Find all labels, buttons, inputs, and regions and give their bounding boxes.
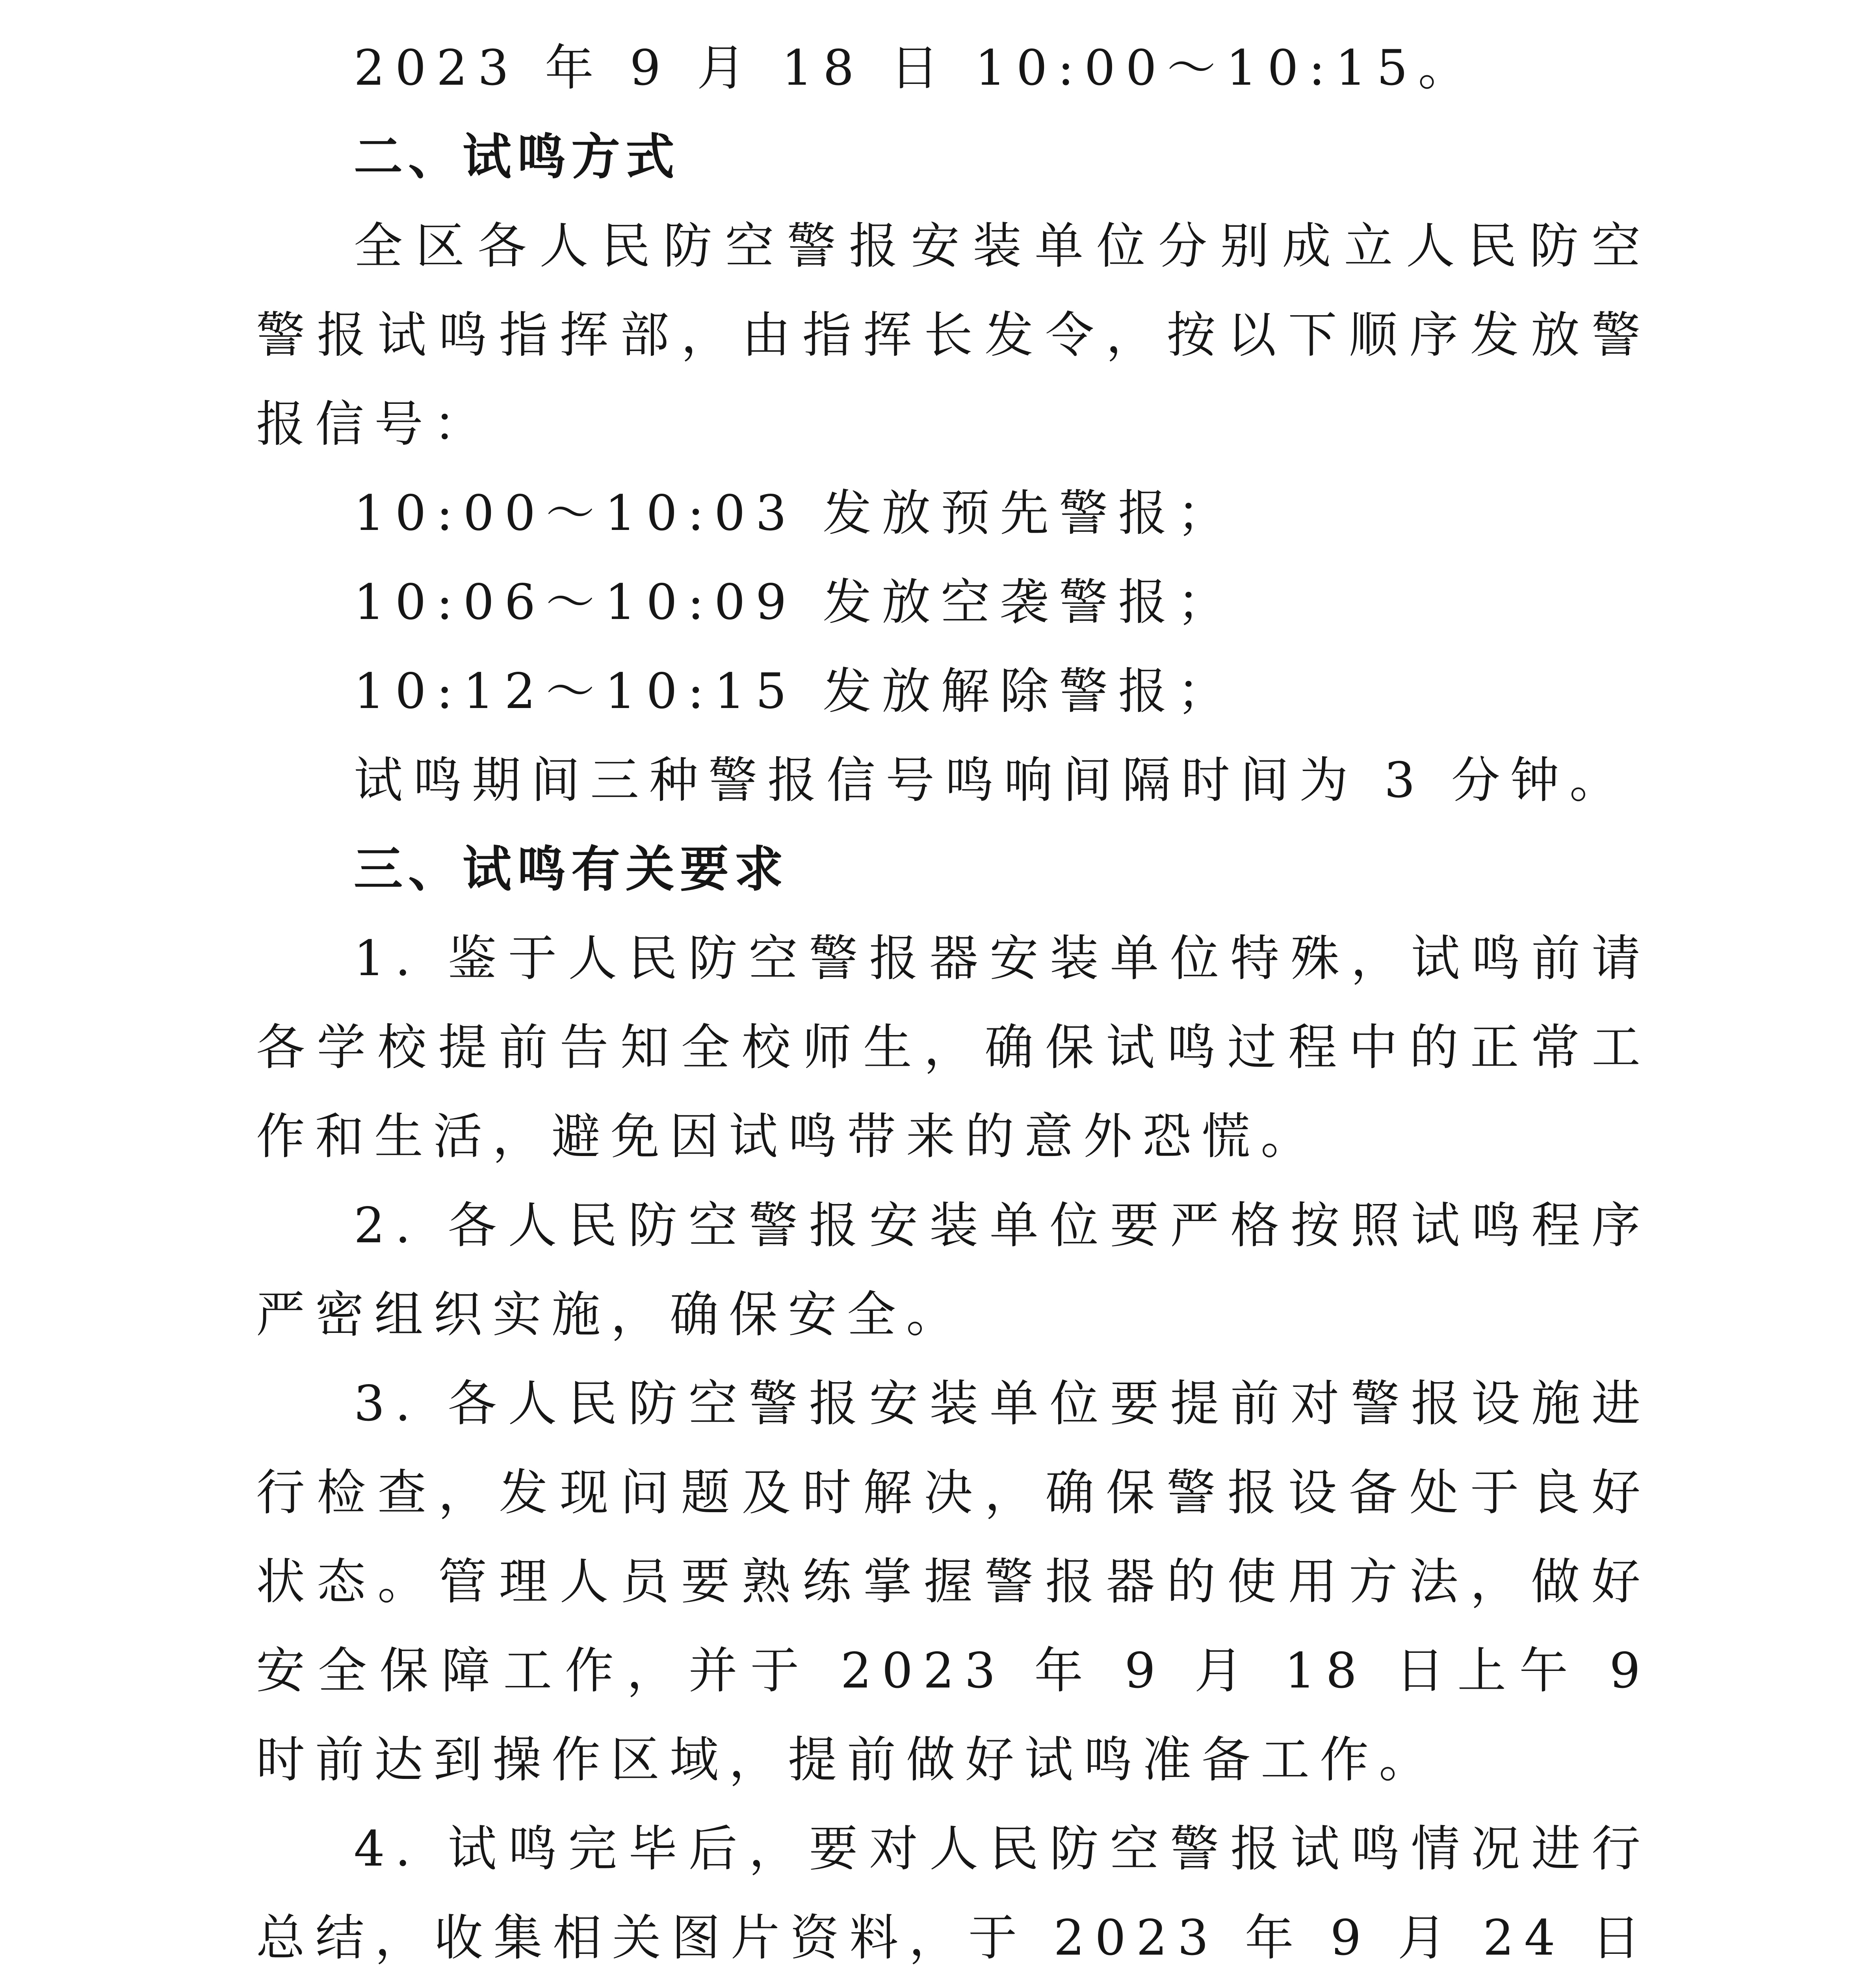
requirement-item-4: 4. 试鸣完毕后，要对人民防空警报试鸣情况进行总结，收集相关图片资料，于 2023 年 9 月 24 日 [256, 1821, 1651, 1966]
schedule-item-preliminary: 10:00～10:03 发放预先警报； [354, 485, 1237, 542]
interval-note: 试鸣期间三种警报信号鸣响间隔时间为 3 分钟。 [354, 752, 1629, 809]
requirement-item-1: 1. 鉴于人民防空警报器安装单位特殊，试鸣前请各学校提前告知全校师生，确保试鸣过程中的正常工作和生活，避免因试鸣带来的意外恐慌。 [256, 930, 1651, 1165]
document-body [256, 24, 1651, 1970]
alarm-schedule-list [256, 469, 1651, 736]
requirement-item-2: 2. 各人民防空警报安装单位要严格按照试鸣程序严密组织实施，确保安全。 [256, 1197, 1651, 1343]
date-line: 2023 年 9 月 18 日 10:00～10:15。 [354, 40, 1477, 97]
method-intro-paragraph: 全区各人民防空警报安装单位分别成立人民防空警报试鸣指挥部，由指挥长发令，按以下顺序发放警报信号： [256, 218, 1651, 453]
section-heading-requirements: 三、试鸣有关要求 [354, 841, 789, 898]
schedule-item-air-raid: 10:06～10:09 发放空袭警报； [354, 574, 1237, 631]
section-heading-method: 二、试鸣方式 [354, 129, 680, 186]
requirement-item-3: 3. 各人民防空警报安装单位要提前对警报设施进行检查，发现问题及时解决，确保警报设备处于良好状态。管理人员要熟练掌握警报器的使用方法，做好安全保障工作，并于 2023 年 9 月 18 日上午 9 时前达到操作区域，提前做好试鸣准备工作。 [256, 1375, 1651, 1788]
schedule-item-all-clear: 10:12～10:15 发放解除警报； [354, 663, 1237, 720]
